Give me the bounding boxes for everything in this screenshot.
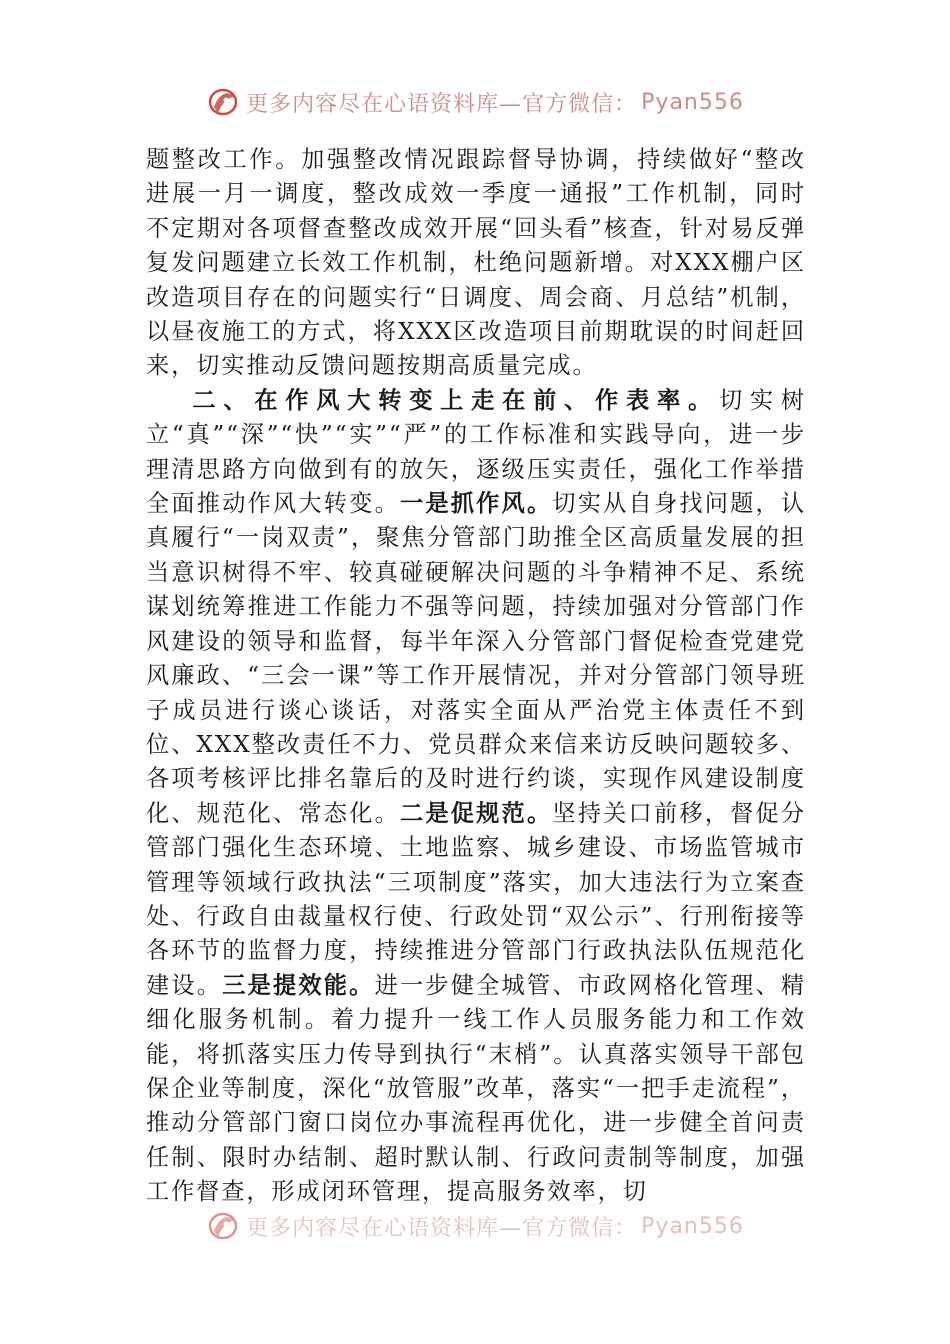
point-three-text: 进一步健全城管、市政网格化管理、精细化服务机制。着力提升一线工作人员服务能力和工作效能，将抓落实压力传导到执行“末梢”。认真落实领导干部包保企业等制度，深化“放管服”改革，落实“一把手走流程”，推动分管部门窗口岗位办事流程再优化，进一步健全首问责任制、限时办结制、超时默认制、行政问责制等制度，加强工作督查，形成闭环管理，提高服务效率，切 [146,971,806,1206]
watermark-text: 更多内容尽在心语资料库—官方微信： [246,1215,638,1241]
section-intro: 切实树立“真”“深”“快”“实”“严”的工作标准和实践导向，进一步理清思路方向做到有的放矢，逐级压实责任，强化工作举措全面推动作风大转变。 [146,386,806,518]
point-three-title: 三是提效能。 [222,971,375,999]
watermark-logo-icon [206,1209,240,1243]
watermark-header [0,80,950,124]
watermark-handle: Pyan556 [641,89,744,115]
watermark-logo-icon [206,85,240,119]
point-one-title: 一是抓作风。 [399,490,553,518]
section-heading: 二、在作风大转变上走在前、作表率。 [192,386,719,414]
document-body [146,143,806,1210]
paragraph-section-two [146,384,806,1210]
watermark-handle: Pyan556 [641,1213,744,1239]
watermark-text: 更多内容尽在心语资料库—官方微信： [246,91,638,117]
watermark-footer [0,1204,950,1248]
point-two-title: 二是促规范。 [399,799,553,827]
point-one-text: 切实从自身找问题，认真履行“一岗双责”，聚焦分管部门助推全区高质量发展的担当意识树得不牢、较真碰硬解决问题的斗争精神不足、系统谋划统筹推进工作能力不强等问题，持续加强对分管部门作风建设的领导和监督，每半年深入分管部门督促检查党建党风廉政、“三会一课”等工作开展情况，并对分管部门领导班子成员进行谈心谈话，对落实全面从严治党主体责任不到位、XXX整改责任不力、党员群众来信来访反映问题较多、各项考核评比排名靠后的及时进行约谈，实现作风建设制度化、规范化、常态化。 [146,490,807,827]
point-two-text: 坚持关口前移，督促分管部门强化生态环境、土地监察、城乡建设、市场监管城市管理等领域行政执法“三项制度”落实，加大违法行为立案查处、行政自由裁量权行使、行政处罚“双公示”、行刑衔接等各环节的监督力度，持续推进分管部门行政执法队伍规范化建设。 [146,799,807,999]
paragraph-continuation: 题整改工作。加强整改情况跟踪督导协调，持续做好“整改进展一月一调度，整改成效一季度一通报”工作机制，同时不定期对各项督查整改成效开展“回头看”核查，针对易反弹复发问题建立长效工作机制，杜绝问题新增。对XXX棚户区改造项目存在的问题实行“日调度、周会商、月总结”机制，以昼夜施工的方式，将XXX区改造项目前期耽误的时间赶回来，切实推动反馈问题按期高质量完成。 [146,146,806,380]
